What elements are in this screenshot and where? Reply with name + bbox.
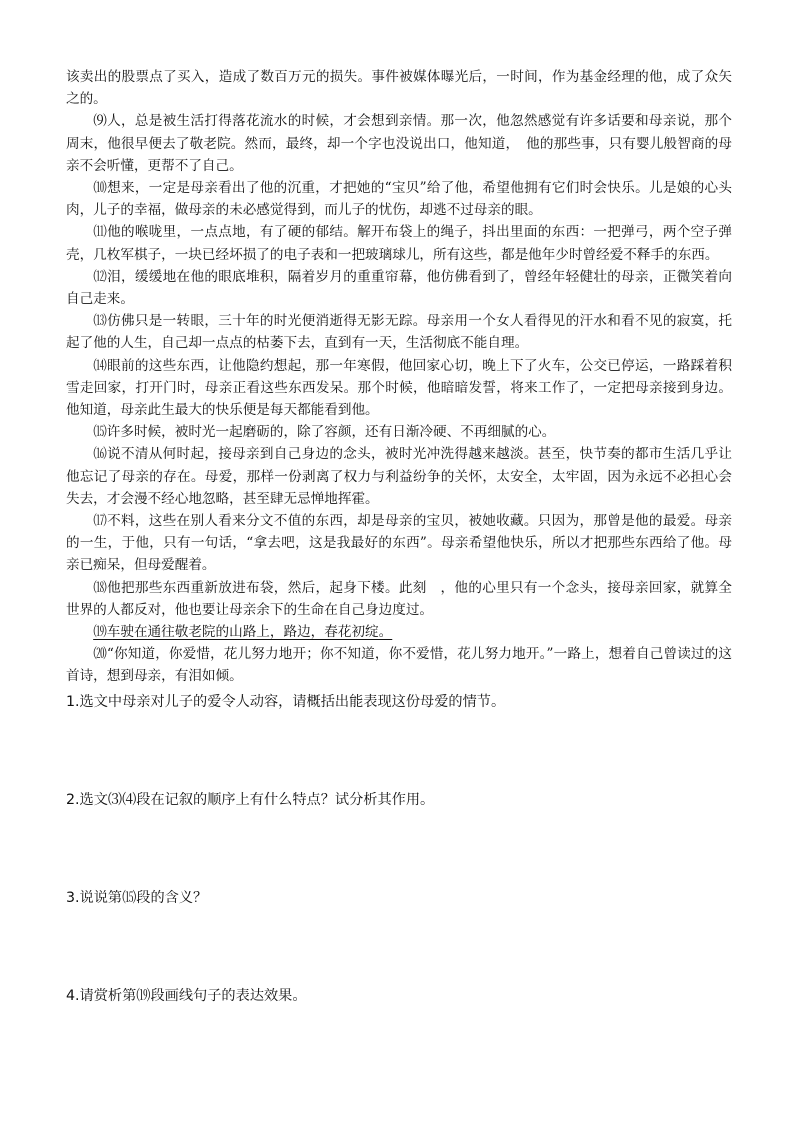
question-2: 2.选文⑶⑷段在记叙的顺序上有什么特点？试分析其作用。 [66, 791, 435, 808]
answer-space-4[interactable] [66, 1008, 732, 1068]
paragraph-12: ⑿泪，缓缓地在他的眼底堆积，隔着岁月的重重帘幕，他仿佛看到了，曾经年轻健壮的母亲，正微笑着向自己走来。 [66, 268, 732, 308]
reading-passage [66, 66, 732, 688]
answer-space-1[interactable] [66, 714, 732, 788]
paragraph-19 [66, 621, 732, 643]
paragraph-8-continued: 该卖出的股票点了买入，造成了数百万元的损失。事件被媒体曝光后，一时间，作为基金经理的他，成了众矢之的。 [66, 69, 732, 108]
paragraph-13: ⒀仿佛只是一转眼，三十年的时光便消逝得无影无踪。母亲用一个女人看得见的汗水和看不见的寂寞，托起了他的人生，自己却一点点的枯萎下去，直到有一天，生活彻底不能自理。 [66, 313, 732, 352]
paragraph-17: ⒄不料，这些在别人看来分文不值的东西，却是母亲的宝贝，被她收藏。只因为，那曾是他的最爱。母亲的一生，于他，只有一句话，“拿去吧，这是我最好的东西”。母亲希望他快乐，所以才把那些东西给了他。母亲已痴呆，但母爱醒着。 [66, 513, 732, 574]
answer-space-2[interactable] [66, 812, 732, 886]
paragraph-16: ⒃说不清从何时起，接母亲到自己身边的念头，被时光冲洗得越来越淡。甚至，快节奏的都市生活几乎让他忘记了母亲的存在。母爱，那样一份剥离了权力与利益纷争的关怀，太安全，太牢固，因为永远不必担心会失去，才会漫不经心地忽略，甚至肆无忌惮地挥霍。 [66, 446, 732, 507]
question-4: 4.请赏析第⒆段画线句子的表达效果。 [66, 987, 307, 1004]
paragraph-18: ⒅他把那些东西重新放进布袋，然后，起身下楼。此刻 ，他的心里只有一个念头，接母亲回家，就算全世界的人都反对，他也要让母亲余下的生命在自己身边度过。 [66, 579, 732, 618]
paragraph-20: ⒇“你知道，你爱惜，花儿努力地开；你不知道，你不爱惜，花儿努力地开。”一路上，想着自己曾读过的这首诗，想到母亲，有泪如倾。 [66, 646, 732, 685]
question-1: 1.选文中母亲对儿子的爱令人动容，请概括出能表现这份母爱的情节。 [66, 693, 506, 710]
underlined-sentence: ⒆车驶在通往敬老院的山路上，路边，春花初绽。 [93, 624, 393, 641]
paragraph-9: ⑼人，总是被生活打得落花流水的时候，才会想到亲情。那一次，他忽然感觉有许多话要和母亲说，那个周末，他很早便去了敬老院。然而，最终，却一个字也没说出口，他知道， 他的那些事，只有婴儿般智商的母亲不会听懂，更帮不了自己。 [66, 113, 732, 174]
paragraph-10: ⑽想来，一定是母亲看出了他的沉重，才把她的“宝贝”给了他，希望他拥有它们时会快乐。儿是娘的心头肉，儿子的幸福，做母亲的未必感觉得到，而儿子的忧伤，却逃不过母亲的眼。 [66, 180, 732, 219]
answer-space-3[interactable] [66, 910, 732, 984]
question-list [66, 690, 732, 1068]
paragraph-14: ⒁眼前的这些东西，让他隐约想起，那一年寒假，他回家心切，晚上下了火车，公交已停运，一路踩着积雪走回家，打开门时，母亲正看这些东西发呆。那个时候，他暗暗发誓，将来工作了，一定把母亲接到身边。他知道，母亲此生最大的快乐便是每天都能看到他。 [66, 357, 732, 419]
question-3: 3.说说第⒂段的含义？ [66, 889, 208, 906]
paragraph-15: ⒂许多时候，被时光一起磨砺的，除了容颜，还有日渐冷硬、不再细腻的心。 [93, 424, 556, 441]
worksheet-page [66, 66, 732, 1068]
paragraph-11: ⑾他的喉咙里，一点点地，有了硬的郁结。解开布袋上的绳子，抖出里面的东西：一把弹弓，两个空子弹壳，几枚军棋子，一块已经坏损了的电子表和一把玻璃球儿，所有这些，都是他年少时曾经爱不释手的东西。 [66, 224, 732, 263]
